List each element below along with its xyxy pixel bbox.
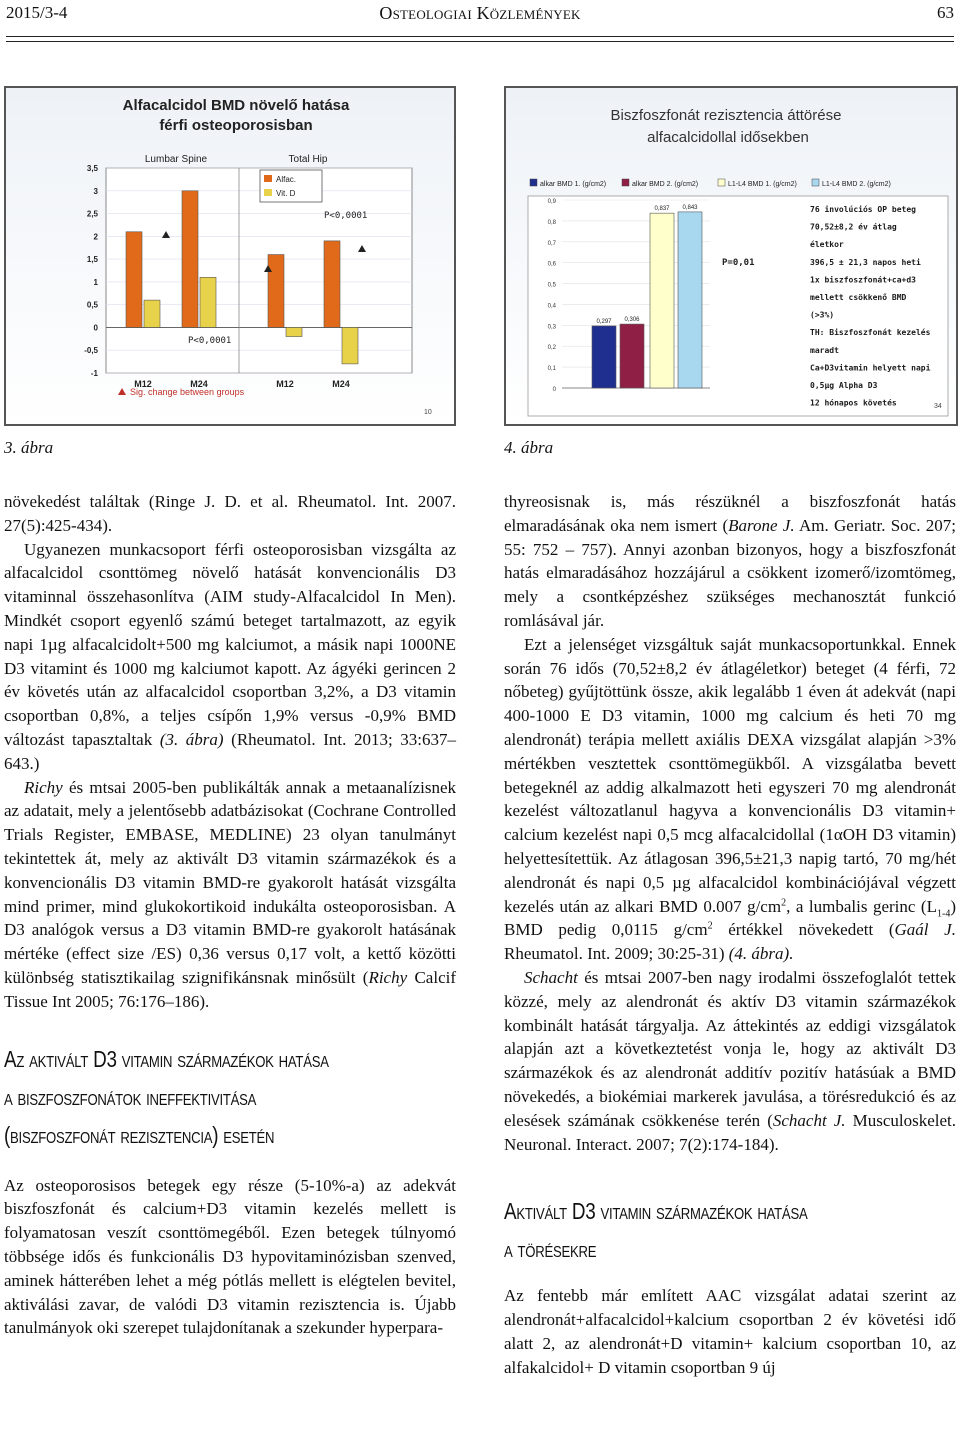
right-p2-text: Ezt a jelenséget vizsgáltuk saját munkacsoportunkkal. Ennek során 76 idős (70,52±8,2 év átlagéletkor) beteget (4 férfi, 72 nőbeteg) gyűjtöttünk össze, akik legalább 1 éven át adekvát (napi 400-1000 E D3 vitamin, 1000 mg calcium és heti 70 mg alendronát) terápia mellett axiális DEXA vizsgálat alapján >3% mértékben vesztettek csonttömegükből. A vizsgálatba bevett betegeknél az addig alkalmazott heti egyszeri 70 mg alendronát kezelést változatlanul hagyva a konvencionális D3 vitamin+ calcium kezelést napi 0,5 mcg alfacalcidollal (1αOH D3 vitamin) helyettesítettük. Az átlagosan 396,5±21,3 napig tartó, 70 mg/hét alendronát és napi 0,5 µg alfacalcidol kombinációjával végzett kezelés után az alkari BMD 0.007 g/cm (504, 634, 956, 916)
fig4-ytick-label: 0,6 (547, 261, 556, 268)
fig3-title-1: Alfacalcidol BMD növelő hatása (122, 97, 350, 114)
fig4-note: Ca+D3vitamin helyett napi (810, 363, 931, 373)
fig3-ytick-label: 2 (93, 232, 98, 242)
fig3-bar-alfac (126, 232, 142, 328)
section-heading-2-line-2: a törésekre (504, 1236, 597, 1263)
right-p2-sub: 1-4 (936, 907, 951, 919)
fig3-ytick-label: 1 (93, 277, 98, 287)
fig3-ytick-label: 0 (93, 323, 98, 333)
left-paragraph-4 (4, 1174, 456, 1341)
fig4-ytick-label: 0,5 (547, 282, 556, 289)
left-p3-author: Richy (24, 777, 63, 797)
fig4-slide-number: 34 (934, 403, 942, 410)
fig3-panel-right: Total Hip (288, 154, 328, 165)
figure-3-caption: 3. ábra (4, 438, 54, 457)
fig3-bar-vitd (342, 327, 358, 363)
left-column (4, 490, 456, 1340)
section-heading-1-line-3: (biszfoszfonát rezisztencia) esetén (4, 1121, 275, 1148)
fig4-legend-swatch (622, 179, 629, 186)
section-heading-1-line-1: Az aktivált D3 vitamin származékok hatása (4, 1045, 329, 1072)
journal-title: Osteologiai Közlemények (379, 3, 581, 23)
fig4-ytick-label: 0,4 (547, 303, 556, 310)
left-p4-text: Az osteoporosisos betegek egy része (5-10%-a) az adekvát biszfoszfonát és calcium+D3 vitamin kezelés mellett is folyamatosan veszít csonttömegéből. Ezen betegek túlnyomó többsége idős és funkcionális D3 hypovitaminózisban szenved, aminek hátterében lehet a még pótlás mellett is elégtelen bevitel, aktiválási zavar, de valódi D3 vitamin rezisztencia is. Újabb tanulmányok oki szerepet tulajdonítanak a szekunder hyperpara- (4, 1175, 456, 1338)
fig4-ytick-label: 0,8 (547, 219, 556, 226)
left-paragraph-3 (4, 776, 456, 1014)
left-p1-text: növekedést találtak (Ringe J. D. et al. Rheumatol. Int. 2007. 27(5):425-434). (4, 492, 456, 535)
fig4-ytick-label: 0,3 (547, 324, 556, 331)
fig3-xtick-label: M24 (332, 379, 350, 389)
right-p1-text-2: Am. Geriatr. Soc. 207; 55: 752 – 757). Annyi azonban bizonyos, hogy a biszfoszfonát hatás elmaradásához hozzájárul a csökkent izomerő/izomtömeg, mely a csontképzéshez szükséges mechanosztát funkció romlásával jár. (504, 515, 956, 630)
fig3-slide-number: 10 (424, 409, 432, 416)
fig4-ytick-label: 0 (552, 387, 556, 393)
left-p2-citation: (Rheumatol. Int. 2013; 33:637–643.) (4, 729, 456, 773)
fig3-xtick-label: M12 (134, 379, 152, 389)
fig4-note: 70,52±8,2 év átlag (810, 222, 897, 232)
left-p3-text: és mtsai 2005-ben publikálták annak a metaanalízisnek az adatait, mely a jelentősebb adatbázisokat (Cochrane Controlled Trials Register, EMBASE, MEDLINE) 23 olyan tanulmányt tekintettek át, mely az aktivált D3 vitamin származékok és a konvencionális D3 vitamin BMD-re gyakorolt hatását vizsgálta mind primer, mind glukokortikoid indukálta osteoporosisban. A D3 analógok versus a D3 vitamin BMD-re gyakorolt hatásának mértéke (effect size /ES) 0,36 versus 0,17 volt, a kettő közötti különbség statisztikailag szignifikánsnak minősült ( (4, 777, 456, 987)
left-paragraph-2 (4, 538, 456, 776)
right-p1-ref: Barone J. (728, 515, 795, 535)
fig3-bar-alfac (182, 191, 198, 328)
figure-4-caption: 4. ábra (504, 438, 554, 457)
right-paragraph-4 (504, 1284, 956, 1379)
fig4-bar (678, 212, 702, 388)
fig4-note: 0,5µg Alpha D3 (810, 381, 878, 390)
fig4-note: életkor (810, 240, 844, 250)
fig4-legend-label: alkar BMD 1. (g/cm2) (540, 181, 607, 188)
right-p3-citation: Musculoskelet. Neuronal. Interact. 2007; 7(2):174-184). (504, 1110, 956, 1154)
fig4-note: TH: Biszfoszfonát kezelés (810, 328, 931, 338)
left-paragraph-1 (4, 490, 456, 538)
fig4-note: 1x biszfoszfonát+ca+d3 (810, 275, 916, 285)
fig3-bar-alfac (324, 241, 340, 328)
page-header (6, 0, 954, 30)
right-p2-citation: Rheumatol. Int. 2009; 30:25-31) (504, 944, 725, 964)
section-heading-1-line-2: a biszfoszfonátok ineffektivitása (4, 1083, 257, 1110)
right-p4-text: Az fentebb már említett AAC vizsgálat adatai szerint az alendronát+alfacalcidol+kalcium csoportban 2 év követési idő alatt 2, az alendronát+D vitamin+ kalcium csoportban 10, az alfakalcidol+ D vitamin csoportban 9 új (504, 1286, 956, 1377)
fig4-bar-label: 0,843 (682, 204, 698, 211)
right-p2-ref: Gaál J. (894, 920, 956, 940)
right-p2-text-2: , a lumbalis gerinc (L (786, 896, 937, 916)
fig4-bar (650, 213, 674, 388)
fig4-legend-swatch (812, 179, 819, 186)
fig3-panel-left: Lumbar Spine (144, 154, 208, 165)
right-p3-ref: Schacht J. (772, 1110, 846, 1130)
fig4-note: 12 hónapos követés (810, 398, 897, 408)
fig4-bar (592, 326, 616, 388)
fig4-legend-swatch (530, 179, 537, 186)
left-p2-figure-ref: (3. ábra) (159, 729, 224, 749)
left-p2-text: Ugyanezen munkacsoport férfi osteoporosisban vizsgálta az alfacalcidol csonttömeg növelő hatását konvencionális D3 vitaminnal összehasonlítva (AIM study-Alfacalcidol In Men). Mindkét csoport egyenlő számú beteget tartalmazott, az egyik napi 1µg alfacalcidolt+500 mg kalciumot, a másik napi 1000NE D3 vitamint és 1000 mg kalciumot kapott. Az ágyéki gerincen 2 év követés után az alfacalcidol csoportban 3,2%, a D3 vitamin csoportban 0,8%, a teljes csípőn 1,9% versus -0,9% BMD változást tapasztaltak (4, 539, 456, 749)
fig3-ytick-label: 2,5 (86, 209, 98, 219)
figure-4 (504, 86, 958, 426)
fig4-note: (>3%) (810, 310, 835, 320)
fig4-legend-label: L1-L4 BMD 2. (g/cm2) (822, 181, 891, 188)
left-p3-author-cite: Richy (368, 967, 408, 987)
fig4-ytick-label: 0,2 (547, 345, 556, 352)
issue-number: 2015/3-4 (6, 3, 68, 22)
section-heading-2-line-1: Aktivált D3 vitamin származékok hatása (504, 1198, 808, 1225)
fig3-legend-vitd: Vit. D (276, 189, 296, 198)
fig4-bar-label: 0,306 (624, 317, 640, 324)
fig4-bar-label: 0,837 (654, 206, 670, 213)
fig4-note: 76 involúciós OP beteg (810, 205, 916, 214)
right-p2-sup: 2 (781, 896, 787, 908)
fig4-legend-swatch (718, 179, 725, 186)
fig4-ytick-label: 0,1 (547, 366, 556, 373)
fig3-legend-alfac: Alfac. (276, 175, 297, 184)
fig3-title-2: férfi osteoporosisban (159, 117, 313, 134)
fig4-legend-label: alkar BMD 2. (g/cm2) (632, 181, 699, 188)
fig3-xtick-label: M24 (190, 379, 208, 389)
fig4-legend-label: L1-L4 BMD 1. (g/cm2) (728, 181, 797, 188)
fig4-note: maradt (810, 345, 839, 355)
fig4-note: mellett csökkenő BMD (810, 293, 907, 302)
fig3-bar-vitd (200, 277, 216, 327)
fig4-bar (620, 324, 644, 388)
fig3-ytick-label: 1,5 (86, 255, 98, 265)
right-p3-author: Schacht (524, 967, 578, 987)
right-p2-figure-ref: (4. ábra). (724, 944, 794, 964)
fig4-bar-label: 0,297 (596, 318, 612, 325)
fig4-title-1: Biszfoszfonát rezisztencia áttörése (610, 107, 842, 124)
right-column (504, 490, 956, 1380)
right-p2-text-4: értékkel növekedett ( (712, 920, 895, 940)
fig3-xtick-label: M12 (276, 379, 294, 389)
right-p3-text: és mtsai 2007-ben nagy irodalmi összefoglalót tettek közzé, mely az alendronát és aktív D3 vitamin származékok kombinált hatását tárgyalja. Az áttekintés az eddigi vizsgálatok alapján azt a következtetést vonja le, hogy az aktivált D3 származékok és az alendronát additív pozitív hatásúak a BMD növekedés, a biokémiai markerek javulása, a törésredukció és az elesések számának csökkenése terén ( (504, 967, 956, 1130)
fig3-ytick-label: 0,5 (86, 300, 98, 310)
fig3-annotation-top: P<0,0001 (324, 211, 368, 221)
fig3-ytick-label: 3 (93, 186, 98, 196)
right-paragraph-1 (504, 490, 956, 633)
left-p3-citation: Calcif Tissue Int 2005; 76:176–186). (4, 967, 456, 1011)
fig3-footnote: Sig. change between groups (130, 387, 245, 397)
header-rule-bottom (6, 41, 954, 42)
fig3-ytick-label: -1 (90, 369, 98, 378)
fig4-title-2: alfacalcidollal idősekben (647, 129, 809, 146)
right-p1-text: thyreosisnak is, más részüknél a biszfoszfonát hatás elmaradásának oka nem ismert ( (504, 492, 956, 535)
fig3-bar-vitd (144, 300, 160, 327)
fig3-bar-vitd (286, 327, 302, 336)
fig4-p-value: P=0,01 (722, 258, 755, 268)
figure-4-chart (506, 88, 956, 424)
figure-3-chart (6, 88, 454, 424)
fig3-annotation-bottom: P<0,0001 (188, 336, 232, 346)
fig4-note: 396,5 ± 21,3 napos heti (810, 257, 921, 267)
right-paragraph-3 (504, 966, 956, 1156)
fig4-ytick-label: 0,9 (547, 199, 556, 205)
right-paragraph-2 (504, 633, 956, 966)
fig3-ytick-label: -0,5 (84, 346, 98, 356)
right-p2-sup-2: 2 (707, 920, 713, 932)
fig3-bar-alfac (268, 255, 284, 328)
page-number: 63 (937, 3, 954, 22)
fig4-ytick-label: 0,7 (547, 240, 556, 247)
figure-3 (4, 86, 456, 426)
header-rule-top (6, 36, 954, 37)
fig3-ytick-label: 3,5 (86, 164, 98, 173)
right-p2-text-3: ) BMD pedig 0,0115 g/cm (504, 896, 956, 940)
